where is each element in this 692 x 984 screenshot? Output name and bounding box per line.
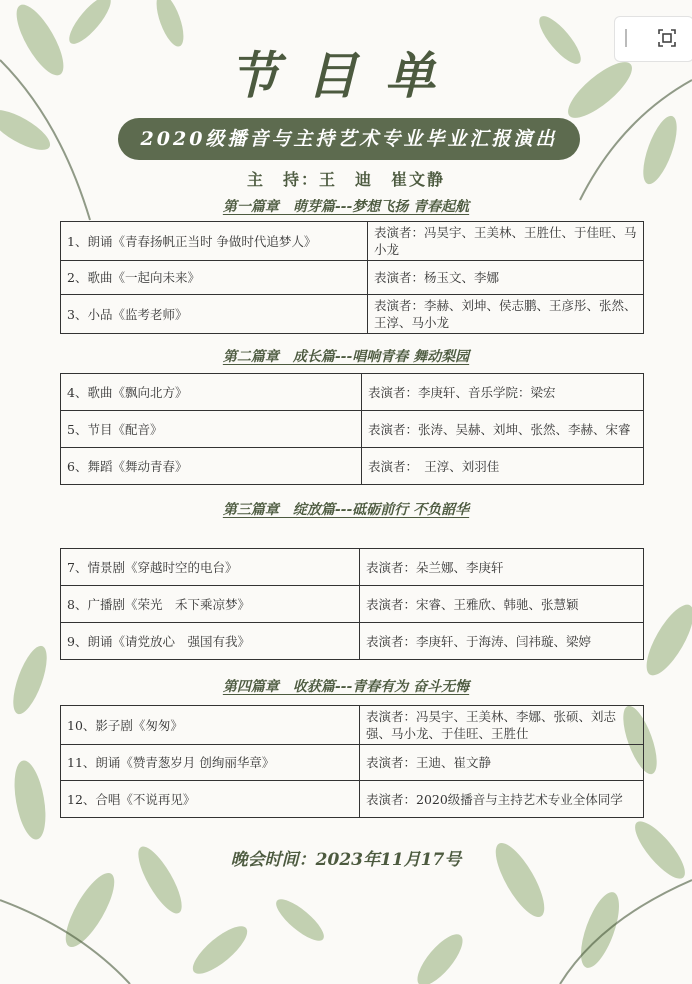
table-row [61,411,644,448]
performers: 表演者：冯昊宇、王美林、李娜、张硕、刘志强、马小龙、于佳旺、王胜仕 [360,706,644,745]
program-name: 6、舞蹈《舞动青春》 [61,448,362,485]
program-name: 10、影子剧《匆匆》 [61,706,360,745]
table-row [61,781,644,818]
program-name: 11、朗诵《赞青葱岁月 创绚丽华章》 [61,745,360,781]
performers: 表演者：王迪、崔文静 [360,745,644,781]
performers: 表演者：张涛、吴赫、刘坤、张然、李赫、宋睿 [362,411,644,448]
performers: 表演者：宋睿、王雅欣、韩驰、张慧颖 [360,586,644,623]
performers: 表演者：杨玉文、李娜 [368,261,644,295]
performers: 表演者：李赫、刘坤、侯志鹏、王彦彤、张然、王淳、马小龙 [368,295,644,334]
page-title: 节目单 [229,46,463,105]
program-table [60,373,644,485]
table-row [61,586,644,623]
table-row [61,623,644,660]
performers: 表演者：2020级播音与主持艺术专业全体同学 [360,781,644,818]
hosts: 主 持：王 迪 崔文静 [246,170,445,189]
event-date: 晚会时间：2023年11月17号 [230,850,462,870]
table-row [61,295,644,334]
section-heading: 第一篇章 萌芽篇---梦想飞扬 青春起航 [222,199,470,215]
event-banner: 2020级播音与主持艺术专业毕业汇报演出 [118,118,580,160]
program-name: 2、歌曲《一起向未来》 [61,261,368,295]
program-table [60,221,644,334]
program-name: 7、情景剧《穿越时空的电台》 [61,549,360,586]
performers: 表演者：李庚轩、于海涛、闫祎璇、梁婷 [360,623,644,660]
section-heading: 第四篇章 收获篇---青春有为 奋斗无悔 [222,679,470,695]
performers: 表演者：李庚轩、音乐学院：梁宏 [362,374,644,411]
drag-handle[interactable] [625,29,627,47]
table-row [61,222,644,261]
table-row [61,448,644,485]
program-name: 9、朗诵《请党放心 强国有我》 [61,623,360,660]
fullscreen-icon[interactable] [658,29,676,47]
table-row [61,745,644,781]
program-table [60,548,644,660]
performers: 表演者： 王淳、刘羽佳 [362,448,644,485]
image-toolbar [614,16,692,62]
table-row [61,706,644,745]
program-name: 1、朗诵《青春扬帆正当时 争做时代追梦人》 [61,222,368,261]
table-row [61,374,644,411]
section-heading: 第三篇章 绽放篇---砥砺前行 不负韶华 [222,502,470,518]
performers: 表演者：冯昊宇、王美林、王胜仕、于佳旺、马小龙 [368,222,644,261]
program-name: 4、歌曲《飘向北方》 [61,374,362,411]
table-row [61,549,644,586]
program-name: 8、广播剧《荣光 禾下乘凉梦》 [61,586,360,623]
program-name: 12、合唱《不说再见》 [61,781,360,818]
program-name: 5、节目《配音》 [61,411,362,448]
program-table [60,705,644,818]
program-name: 3、小品《监考老师》 [61,295,368,334]
section-heading: 第二篇章 成长篇---唱响青春 舞动梨园 [222,349,470,365]
performers: 表演者：朵兰娜、李庚轩 [360,549,644,586]
table-row [61,261,644,295]
